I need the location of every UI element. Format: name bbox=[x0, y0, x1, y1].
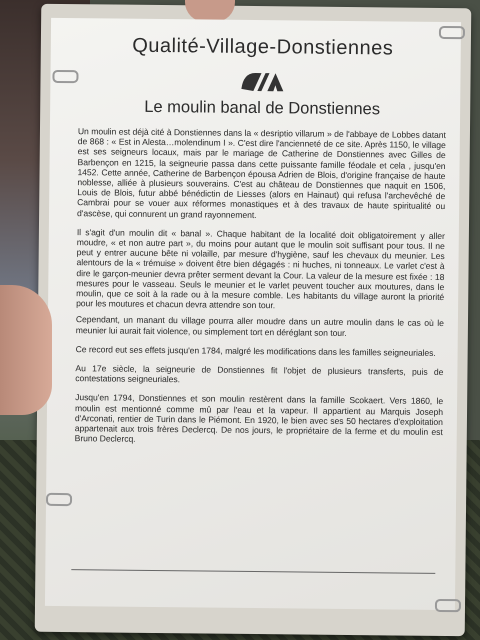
paragraph: Un moulin est déjà cité à Donstiennes dans la « desriptio villarum » de l'abbaye de Lobbes datant de 868 : « Est in Alesta…molendinum I ». C'est dire l'ancienneté de ce site. Après 1150, le village est ses seigneurs locaux, mais par le mariage de Catherine de Donstiennes avec Gilles de Barbençon en 1215, la seigneurie passa dans cette puissante famille féodale et cela , jusqu'en 1452. Cette année, Catherine de Barbençon épousa Adrien de Blois, d'origine française de haute noblesse, alliée à plusieurs souverains. C'est au château de Donstiennes que naquit en 1506, Louis de Blois, futur abbé bénédictin de Liesses (alors en Hainaut) qui refusa l'archevêché de Cambrai pour se vouer aux réformes monastiques et à des travaux de haute spiritualité ou d'ascèse, qui connurent un grand rayonnement. bbox=[76, 126, 446, 220]
clip-icon bbox=[435, 599, 461, 612]
hand-left bbox=[0, 285, 52, 415]
divider bbox=[71, 569, 435, 574]
paragraph: Ce record eut ses effets jusqu'en 1784, malgré les modifications dans les familles seigneuriales. bbox=[75, 344, 436, 358]
paragraph: Au 17e siècle, la seigneurie de Donstiennes fit l'objet de plusieurs transferts, puis de contestations seigneuriales. bbox=[75, 363, 444, 385]
paragraph: Jusqu'en 1794, Donstiennes et son moulin restèrent dans la famille Scokaert. Vers 1860, le moulin est mentionné comme mû par l'eau et la vapeur. Il appartient au Marquis Joseph d'Arconati, rentier de Turin dans le Piémont. En 1920, le bien avec ses 50 hectares d'exploitation appartenait aux trois frères Declercq. De nos jours, le propriétaire de la ferme et du moulin est Bruno Declercq. bbox=[74, 392, 444, 445]
clip-icon bbox=[439, 26, 465, 39]
clip-icon bbox=[46, 493, 72, 506]
page-subtitle: Le moulin banal de Donstiennes bbox=[144, 97, 381, 119]
qva-logo-icon bbox=[239, 69, 285, 95]
page-title: Qualité-Village-Donstiennes bbox=[132, 34, 394, 60]
paragraph: Cependant, un manant du village pourra aller moudre dans un autre moulin dans le cas où le meunier lui aurait fait violence, ou simplement tort en déréglant son tour. bbox=[75, 314, 444, 338]
clip-icon bbox=[52, 70, 78, 83]
notice-paper bbox=[45, 18, 461, 610]
paragraph: Il s'agit d'un moulin dit « banal ». Chaque habitant de la localité doit obligatoirement y aller moudre, « et non autre part », du moins pour autant que le moulin soit suffisant pour tous. Il ne peut y entrer aucune bête ni volaille, par mesure d'hygiène, sauf les chevaux du meunier. Les alentours de la « trémuise » doivent être bien dégagés : ni huches, ni tonneaux. Le varlet c'est à dire le garçon-meunier devra prêter serment devant la Cour. La valeur de la mesure est fixée : 18 mesures pour le vasseau. Seuls le meunier et le varlet peuvent toucher aux moutures, dans le moulin, que ce soit à la rade ou à la mesure comble. Les habitants du village auront la priorité pour les moutures et chacun devra attendre son tour. bbox=[76, 226, 445, 311]
